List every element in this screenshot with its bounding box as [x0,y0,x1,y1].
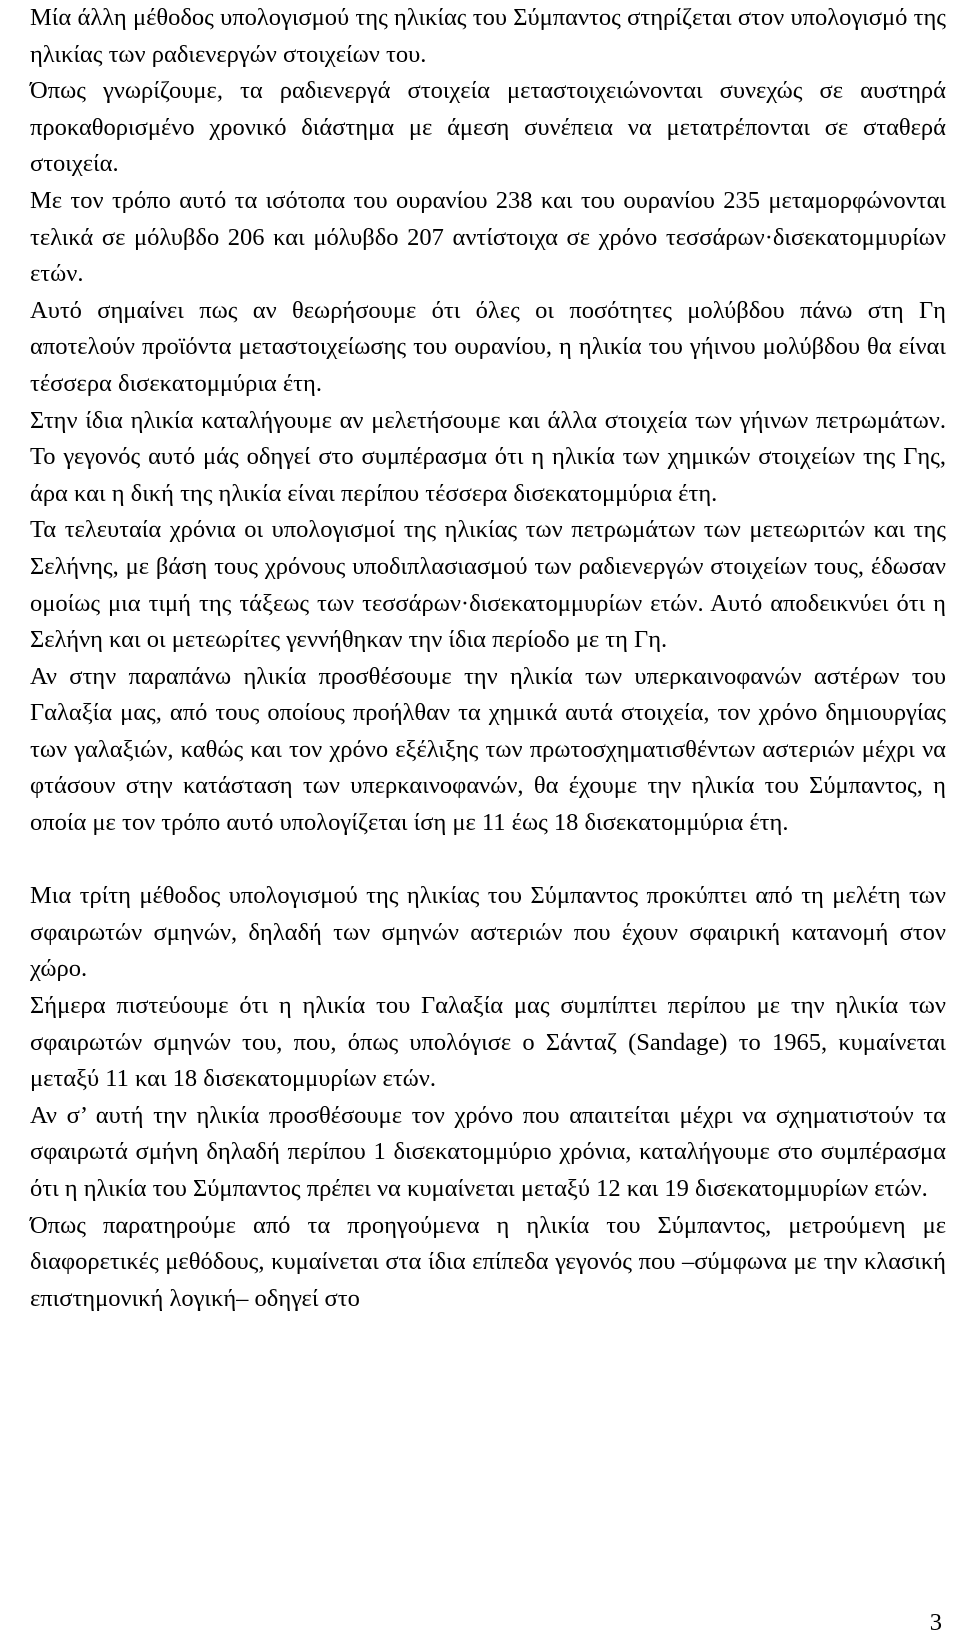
paragraph-galaxy-age: Σήμερα πιστεύουμε ότι η ηλικία του Γαλαξία μας συμπίπτει περίπου με την ηλικία των σφαιρωτών σμηνών του, που, όπως υπολόγισε ο Σάνταζ (Sandage) το 1965, κυμαίνεται μεταξύ 11 και 18 δισεκατομμυρίων ετών. [30,992,946,1093]
paragraph-universe-age-estimate: Αν στην παραπάνω ηλικία προσθέσουμε την ηλικία των υπερκαινοφανών αστέρων του Γαλαξία μας, από τους οποίους προήλθαν τα χημικά αυτά στοιχεία, τον χρόνο δημιουργίας των γαλαξιών, καθώς και τον χρόνο εξέλιξης των πρωτοσχηματισθέντων αστεριών μέχρι να φτάσουν στην κατάσταση των υπερκαινοφανών, θα έχουμε την ηλικία του Σύμπαντος, η οποία με τον τρόπο αυτό υπολογίζεται ίση με 11 έως 18 δισεκατομμύρια έτη. [30,662,946,837]
paragraph-radioactive-decay: Όπως γνωρίζουμε, τα ραδιενεργά στοιχεία μεταστοιχειώνονται συνεχώς σε αυστηρά προκαθορισμένο χρονικό διάστημα με άμεση συνέπεια να μετατρέπονται σε σταθερά στοιχεία. [30,77,946,178]
page-number: 3 [929,1609,942,1636]
paragraph-earth-rocks-age: Στην ίδια ηλικία καταλήγουμε αν μελετήσουμε και άλλα στοιχεία των γήινων πετρωμάτων. Το γεγονός αυτό μάς οδηγεί στο συμπέρασμα ότι η ηλικία των χημικών στοιχείων της Γης, άρα και η δική της ηλικία είναι περίπου τέσσερα δισεκατομμύρια έτη. [30,406,946,507]
paragraph-earth-lead-age: Αυτό σημαίνει πως αν θεωρήσουμε ότι όλες οι ποσότητες μολύβδου πάνω στη Γη αποτελούν προϊόντα μεταστοιχείωσης του ουρανίου, η ηλικία του γήινου μολύβδου θα είναι τέσσερα δισεκατομμύρια έτη. [30,296,946,397]
paragraph-cluster-formation: Αν σ’ αυτή την ηλικία προσθέσουμε τον χρόνο που απαιτείται μέχρι να σχηματιστούν τα σφαιρωτά σμήνη δηλαδή περίπου 1 δισεκατομμύριο χρόνια, καταλήγουμε στο συμπέρασμα ότι η ηλικία του Σύμπαντος πρέπει να κυμαίνεται μεταξύ 12 και 19 δισεκατομμυρίων ετών. [30,1101,946,1202]
paragraph-uranium-isotopes: Με τον τρόπο αυτό τα ισότοπα του ουρανίου 238 και του ουρανίου 235 μεταμορφώνονται τελικά σε μόλυβδο 206 και μόλυβδο 207 αντίστοιχα σε χρόνο τεσσάρων·δισεκατομμυρίων ετών. [30,186,946,288]
paragraph-conclusion: Όπως παρατηρούμε από τα προηγούμενα η ηλικία του Σύμπαντος, μετρούμενη με διαφορετικές μεθόδους, κυμαίνεται στα ίδια επίπεδα γεγονός που –σύμφωνα με την κλασική επιστημονική λογική– οδηγεί στο [30,1211,946,1312]
paragraph-globular-clusters-method: Μια τρίτη μέθοδος υπολογισμού της ηλικίας του Σύμπαντος προκύπτει από τη μελέτη των σφαιρωτών σμηνών, δηλαδή των σμηνών αστεριών που έχουν σφαιρική κατανομή στον χώρο. [30,882,946,983]
paragraph-moon-meteorites: Τα τελευταία χρόνια οι υπολογισμοί της ηλικίας των πετρωμάτων των μετεωριτών και της Σελήνης, με βάση τους χρόνους υποδιπλασιασμού των ραδιενεργών στοιχείων τους, έδωσαν ομοίως μια τιμή της τάξεως των τεσσάρων·δισεκατομμυρίων ετών. Αυτό αποδεικνύει ότι η Σελήνη και οι μετεωρίτες γεννήθηκαν την ίδια περίοδο με τη Γη. [30,516,946,654]
paragraph-radioactive-method-intro: Μία άλλη μέθοδος υπολογισμού της ηλικίας του Σύμπαντος στηρίζεται στον υπολογισμό της ηλικίας των ραδιενεργών στοιχείων του. [30,4,946,68]
document-body [30,0,946,1317]
paragraph-spacer [30,842,946,879]
